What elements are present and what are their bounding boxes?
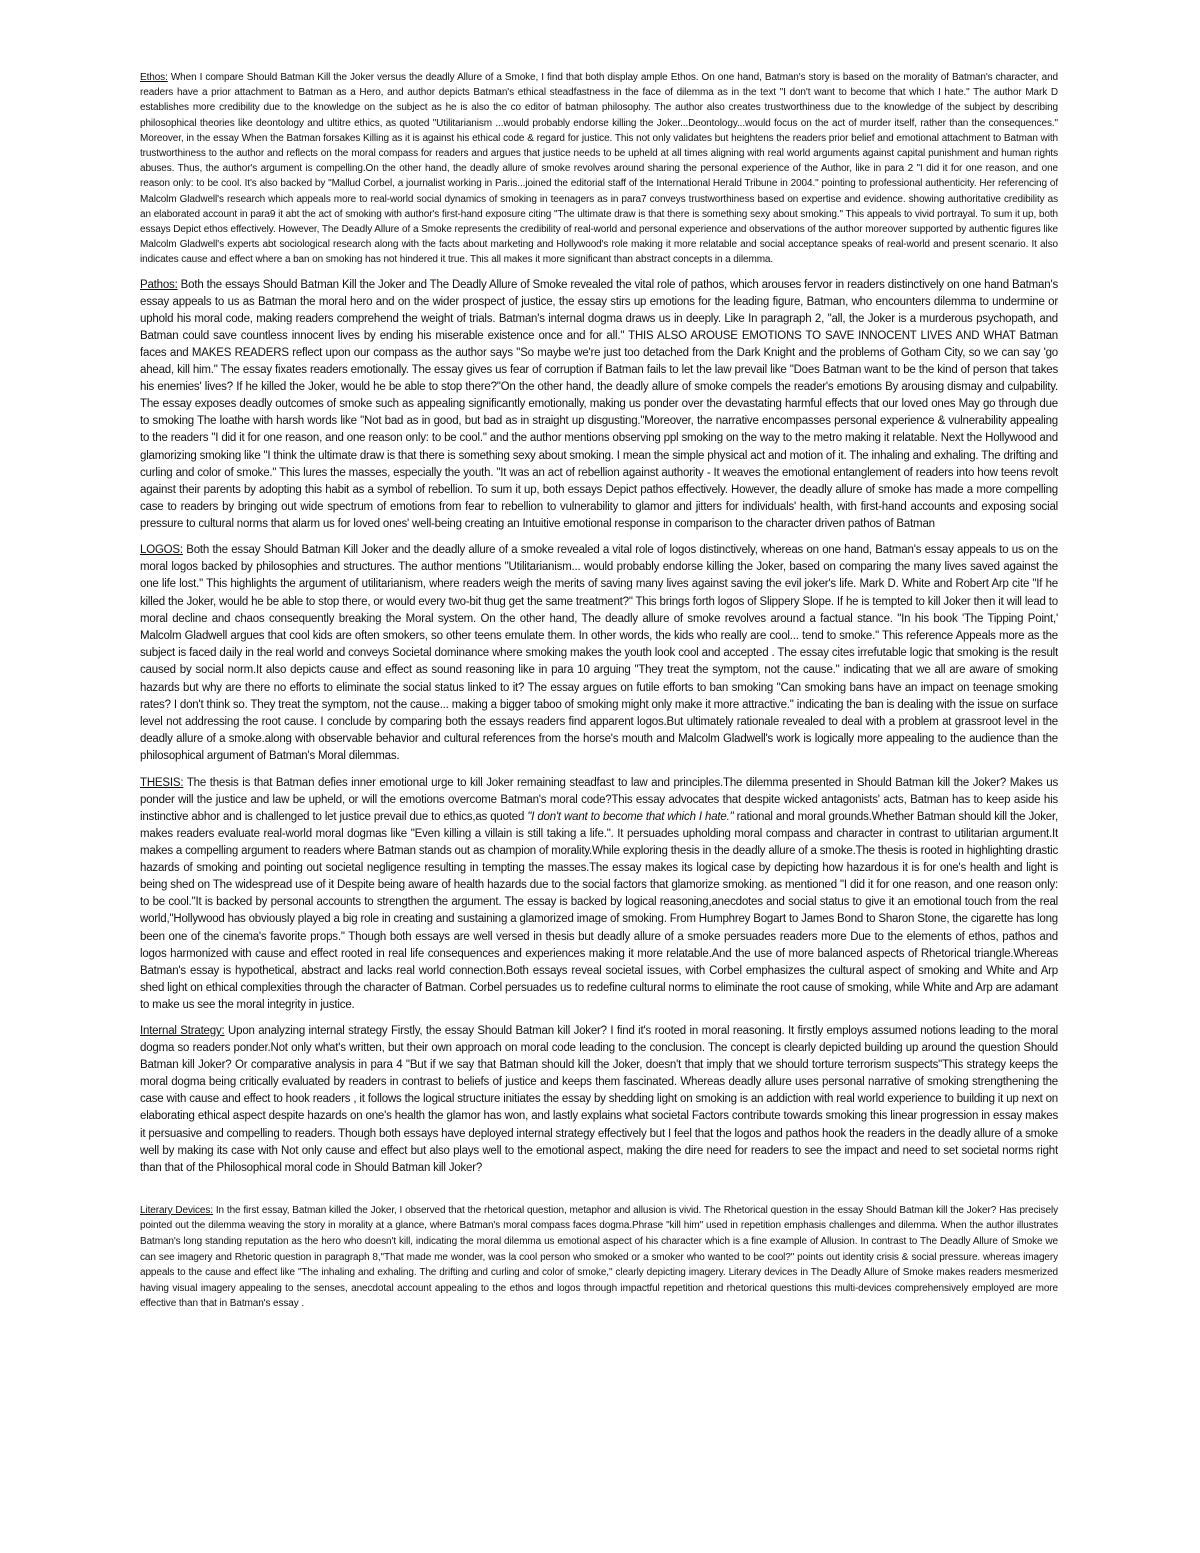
ethos-paragraph [140,70,1058,268]
thesis-heading: THESIS: [140,776,184,789]
literary-devices-paragraph [140,1203,1058,1312]
literary-devices-body: In the first essay, Batman killed the Joker, I observed that the rhetorical question, metaphor and allusion is vivid. The Rhetorical question in the essay Should Batman kill the Joker? Has precisely pointed out the dilemma weaving the story in morality at a glance, where Batman's moral compass faces dogma.Phrase "kill him" used in repetition emphasis challenges and dilemma. When the author illustrates Batman's long standing reputation as the hero who doesn't kill, indicating the moral dilemma us emotional aspect of his character which is a fine example of Allusion. In contrast to The Deadly Allure of Smoke we can see imagery and Rhetoric question in paragraph 8,"That made me wonder, was la cool person who smoked or a smoker who wanted to be cool?" points out identity crisis & social pressure. whereas imagery appeals to the cause and effect like "The inhaling and exhaling. The drifting and curling and color of smoke," clearly depicting imagery. Literary devices in The Deadly Allure of Smoke makes readers mesmerized having visual imagery appealing to the senses, anecdotal account appealing to the ethos and logos through impactful repetition and rhetorical questions this multi-devices comprehensively employed are more effective than that in Batman's essay . [140,1204,1058,1310]
pathos-paragraph [140,277,1058,533]
pathos-heading: Pathos: [140,278,178,291]
thesis-body-before: The thesis is that Batman defies inner emotional urge to kill Joker remaining steadfast to law and principles.The dilemma presented in Should Batman kill the Joker? Makes us ponder will the justice and law be upheld, or will the emotions overcome Batman's moral code?This essay advocates that despite wicked antagonists' acts, Batman has to keep aside his instinctive abhor and is challenged to let justice prevail due to ethics,as quoted [140,776,1058,823]
logos-body: Both the essay Should Batman Kill Joker and the deadly allure of a smoke revealed a vital role of logos distinctively, whereas on one hand, Batman's essay appeals to us on the moral logos backed by philosophies and structures. The author mentions "Utilitarianism... would probably endorse killing the Joker, based on comparing the many lives saved against the one life lost." This highlights the argument of utilitarianism, where readers weigh the merits of saving many lives against saving the evil joker's life. Mark D. White and Robert Arp cite "If he killed the Joker, would he be able to stop there, or would every two-bit thug get the same treatment?" This brings forth logos of Slippery Slope. If he is tempted to kill Joker then it will lead to moral decline and chaos consequently breaking the Moral system. On the other hand, The deadly allure of smoke revolves around a factual stance. "In his book 'The Tipping Point,' Malcolm Gladwell argues that cool kids are often smokers, so other teens emulate them. In other words, the kids who really are cool... tend to smoke." This reference Appeals more as the subject is faced daily in the real world and conveys Societal dominance where smoking makes the youth look cool and accepted . The essay cites irrefutable logic that smoking is the result caused by social norm.It also depicts cause and effect as sound reasoning like in para 10 arguing "They treat the symptom, not the cause." indicating that we all are aware of smoking hazards but why are there no efforts to eliminate the social status linked to it? The essay argues on futile efforts to ban smoking "Can smoking bans have an impact on teenage smoking rates? I don't think so. They treat the symptom, not the cause... making a bigger taboo of smoking might only make it more attractive." indicating the ban is dealing with the issue on surface level not addressing the root cause. I conclude by comparing both the essays readers find apparent logos.But ultimately rationale revealed to deal with a problem at grassroot level in the deadly allure of a smoke.along with observable behavior and cultural references from the horse's mouth and Malcolm Gladwell's work is logically more appealing to the audience than the philosophical argument of Batman's Moral dilemmas. [140,544,1058,763]
ethos-heading: Ethos: [140,72,168,83]
thesis-body-after: rational and moral grounds.Whether Batman should kill the Joker, makes readers evaluate real-world moral dogmas like "Even killing a villain is still taking a life.". It persuades upholding moral compass and character in contrast to utilitarian argument.It makes a compelling argument to readers where Batman stands out as champion of morality.While exploring thesis in the deadly allure of a smoke.The thesis is rooted in highlighting drastic hazards of smoking and pointing out societal negligence resulting in tempting the masses.The essay makes its logical case by depicting how hazardous it is for one's health and light is being shed on The widespread use of it Despite being aware of health hazards due to the social factors that glamorize smoking. as mentioned "I did it for one reason, and one reason only: to be cool."It is backed by personal accounts to strengthen the argument. The essay is backed by logical reasoning,anecdotes and social status to give it an emotional touch from the real world,"Hollywood has obviously played a big role in creating and sustaining a glamorized image of smoking. From Humphrey Bogart to James Bond to Sharon Stone, the cigarette has long been one of the cinema's favorite props." Though both essays are well versed in thesis but deadly allure of a smoke persuades readers more Due to the elements of ethos, pathos and logos harmonized with cause and effect rooted in real life consequences and experiences making it more relatable.And the use of more balanced aspects of Rhetorical triangle.Whereas Batman's essay is hypothetical, abstract and lacks real world connection.Both essays reveal societal issues, with Corbel emphasizes the cultural aspect of smoking and White and Arp shed light on ethical complexities through the character of Batman. Corbel persuades us to redefine cultural norms to eliminate the root cause of smoking, while White and Arp are adamant to make us see the moral integrity in justice. [140,810,1058,1011]
essay-page [140,70,1058,1312]
logos-paragraph [140,542,1058,766]
internal-strategy-body: Upon analyzing internal strategy Firstly, the essay Should Batman kill Joker? I find it's rooted in moral reasoning. It firstly employs assumed notions leading to the moral dogma so readers ponder.Not only what's written, but their own approach on moral code leading to the conclusion. The concept is clearly depicted building up around the question Should Batman kill Joker? Or comparative analysis in para 4 "But if we say that Batman should kill the Joker, doesn't that imply that we should torture terrorism suspects"This strategy keeps the moral dogma being critically evaluated by readers in contrast to beliefs of justice and keeps them fascinated. Whereas deadly allure uses personal narrative of smoking strengthening the case with cause and effect to hook readers , it follows the logical structure initiates the essay by shedding light on smoking is an addiction with real world experience to building it up next on elaborating ethical aspect despite hazards on one's health the glamor has won, and lastly explains what societal Factors contribute towards smoking this linear progression in essay makes it persuasive and compelling to readers. Though both essays have deployed internal strategy effectively but I feel that the logos and pathos hook the readers in the deadly allure of a smoke well by making its case with Not only cause and effect but also plays well to the emotional aspect, making the dire need for readers to see the impact and need to set societal norms right than that of the Philosophical moral code in Should Batman kill Joker? [140,1025,1058,1174]
thesis-paragraph [140,775,1058,1014]
pathos-body: Both the essays Should Batman Kill the Joker and The Deadly Allure of Smoke revealed the vital role of pathos, which arouses fervor in readers distinctively on one hand Batman's essay appeals to us as Batman the moral hero and on the wider prospect of justice, the essay stirs up emotions for the leading figure, Batman, who encounters dilemma to undermine or uphold his moral code, making readers comprehend the weight of trials. Batman's internal dogma draws us in deeply. Like In paragraph 2, "all, the Joker is a murderous psychopath, and Batman could save countless innocent lives by ending his miserable existence once and for all." THIS ALSO AROUSE EMOTIONS TO SAVE INNOCENT LIVES AND WHAT Batman faces and MAKES READERS reflect upon our compass as the author says "So maybe we're just too detached from the Dark Knight and the problems of Gotham City, so we can say 'go ahead, kill him." The essay fixates readers emotionally. The essay gives us fear of corruption if Batman fails to let the law prevail like "Does Batman want to be the kind of person that takes his enemies' lives? If he killed the Joker, would he be able to stop there?"On the other hand, the deadly allure of smoke compels the reader's emotions By arousing dismay and culpability. The essay exposes deadly outcomes of smoke such as appealing significantly emotionally, making us ponder over the devastating harmful effects that our loved ones May go through due to smoking The loathe with harsh words like "Not bad as in good, but bad as in straight up disgusting."Moreover, the narrative encompasses personal experience & vulnerability appealing to the readers "I did it for one reason, and one reason only: to be cool." and the author mentions observing ppl smoking on the way to the metro making it relatable. Next the Hollywood and glamorizing smoking like "I think the ultimate draw is that there is something sexy about smoking. I mean the simple physical act and motion of it. The inhaling and exhaling. The drifting and curling and color of smoke." This lures the masses, especially the youth. "It was an act of rebellion against authority - It weaves the emotional entanglement of readers into how teens revolt against their parents by adopting this habit as a symbol of rebellion. To sum it up, both essays Depict pathos effectively. However, the deadly allure of smoke has made a more compelling case to readers by bringing out wide spectrum of emotions from fear to rebellion to vulnerability to glamor and jitters for individuals' health, with first-hand accounts and exposing social pressure to cultural norms that alarm us for loved ones' well-being creating an Intuitive emotional response in comparison to the character driven pathos of Batman [140,278,1058,530]
internal-strategy-heading: Internal Strategy: [140,1025,225,1037]
logos-heading: LOGOS: [140,544,183,557]
internal-strategy-paragraph [140,1023,1058,1177]
ethos-body: When I compare Should Batman Kill the Joker versus the deadly Allure of a Smoke, I find that both display ample Ethos. On one hand, Batman's story is based on the morality of Batman's character, and readers have a prior attachment to Batman as a Hero, and author depicts Batman's ethical steadfastness in the face of dilemma as in the text "I don't want to become that which I hate." The author Mark D establishes more credibility due to the knowledge on the subject as he is also the co editor of batman philosophy. The author also creates trustworthiness due to the knowledge of the subject by describing philosophical theories like deontology and ultitre ethics, as quoted "Utilitarianism ...would probably endorse killing the Joker...Deontology...would focus on the act of murder itself, rather than the consequences." Moreover, in the essay When the Batman forsakes Killing as it is against his ethical code & regard for justice. This not only validates but heightens the readers prior belief and emotional attachment to Batman with trustworthiness to the author and reflects on the moral compass for readers and argues that justice needs to be upheld at all times aligning with real world arguments against capital punishment and human rights abuses. Thus, the author's argument is compelling.On the other hand, the deadly allure of smoke revolves around sharing the personal experience of the Author, like in para 2 "I did it for one reason, and one reason only: to be cool. It's also backed by "Mallud Corbel, a journalist working in Paris...joined the editorial staff of the International Herald Tribune in 2004." pointing to professional authenticity. Her referencing of Malcolm Gladwell's research which appeals more to real-world social dynamics of smoking in teenagers as in para7 conveys trustworthiness based on expertise and evidence. showing authoritative credibility as an elaborated account in para9 it abt the act of smoking with author's first-hand exposure citing "The ultimate draw is that there is something sexy about smoking." This appeals to vivid portrayal. To sum it up, both essays Depict ethos effectively. However, The Deadly Allure of a Smoke represents the credibility of real-world and personal experience and observations of the author moreover supported by authentic figures like Malcolm Gladwell's experts abt sociological research along with the facts about marketing and Hollywood's role making it more relatable and social acceptance speaks of real-world and present scenario. It also indicates cause and effect where a ban on smoking has not hindered it true. This all makes it more significant than abstract concepts in a dilemma. [140,72,1058,266]
literary-devices-heading: Literary Devices: [140,1204,213,1216]
thesis-quote: "I don't want to become that which I hate." [527,810,734,823]
